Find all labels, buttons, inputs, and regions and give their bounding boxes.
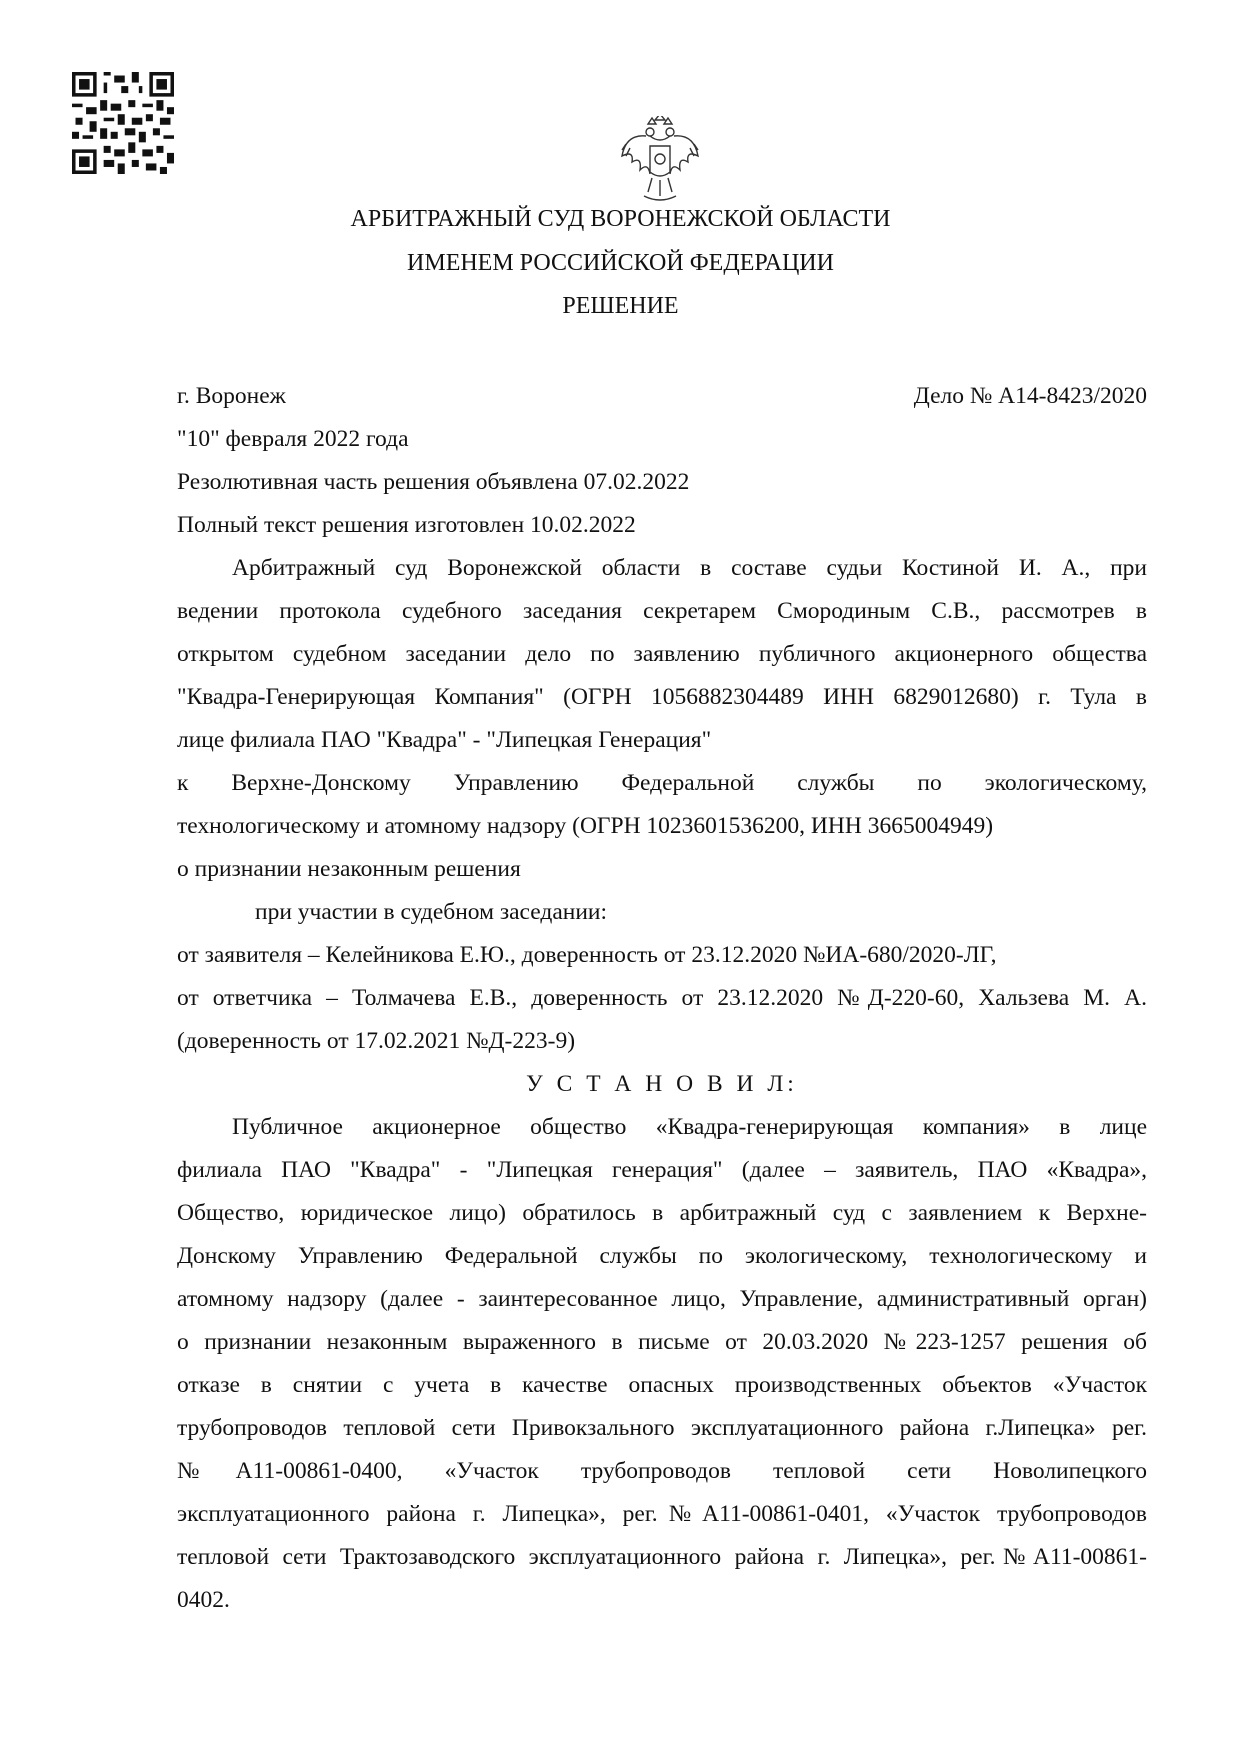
qr-code-icon: [72, 72, 174, 174]
document-type: РЕШЕНИЕ: [562, 293, 679, 319]
from-respondent-line: от ответчика – Толмачева Е.В., доверенность от 23.12.2020 №Д-220-60, Хальзева М. А.: [177, 985, 1147, 1011]
from-respondent-line: (доверенность от 17.02.2021 №Д-223-9): [177, 1028, 576, 1054]
main-line: трубопроводов тепловой сети Привокзального эксплуатационного района г.Липецка» рег.: [177, 1415, 1147, 1441]
case-number: Дело № А14-8423/2020: [913, 383, 1147, 409]
decision-date: "10" февраля 2022 года: [177, 426, 409, 452]
main-line: эксплуатационного района г. Липецка», рег.№А11-00861-0401, «Участок трубопроводов: [177, 1501, 1147, 1527]
main-line: Донскому Управлению Федеральной службы по экологическому, технологическому и: [177, 1243, 1147, 1269]
main-line: атомному надзору (далее - заинтересованное лицо, Управление, административный орган): [177, 1286, 1147, 1312]
established-heading: У С Т А Н О В И Л:: [526, 1071, 798, 1097]
participation: при участии в судебном заседании:: [255, 899, 608, 925]
main-line: №А11-00861-0400, «Участок трубопроводов тепловой сети Новолипецкого: [177, 1458, 1147, 1484]
respondent-line: технологическому и атомному надзору (ОГРН 1023601536200, ИНН 3665004949): [177, 813, 994, 839]
main-line: отказе в снятии с учета в качестве опасных производственных объектов «Участок: [177, 1372, 1147, 1398]
intro-line: "Квадра-Генерирующая Компания" (ОГРН 1056882304489 ИНН 6829012680) г. Тула в: [177, 684, 1147, 710]
city: г. Воронеж: [177, 383, 286, 409]
main-line: Общество, юридическое лицо) обратилось в арбитражный суд с заявлением к Верхне-: [177, 1200, 1147, 1226]
main-line: тепловой сети Трактозаводского эксплуатационного района г. Липецка», рег.№А11-00861-: [177, 1544, 1147, 1570]
intro-line: лице филиала ПАО "Квадра" - "Липецкая Генерация": [177, 727, 712, 753]
resolution-announced: Резолютивная часть решения объявлена 07.02.2022: [177, 469, 690, 495]
full-text-made: Полный текст решения изготовлен 10.02.2022: [177, 512, 636, 538]
intro-line: ведении протокола судебного заседания секретарем Смородиным С.В., рассмотрев в: [177, 598, 1147, 624]
main-line: филиала ПАО "Квадра" - "Липецкая генерация" (далее – заявитель, ПАО «Квадра»,: [177, 1157, 1147, 1183]
court-name: АРБИТРАЖНЫЙ СУД ВОРОНЕЖСКОЙ ОБЛАСТИ: [350, 206, 891, 232]
case-subject: о признании незаконным решения: [177, 856, 521, 882]
intro-line: Арбитражный суд Воронежской области в составе судьи Костиной И. А., при: [232, 555, 1147, 581]
main-line: о признании незаконным выраженного в письме от 20.03.2020 №223-1257 решения об: [177, 1329, 1147, 1355]
russian-coat-of-arms-icon: [620, 116, 700, 204]
in-name-of-federation: ИМЕНЕМ РОССИЙСКОЙ ФЕДЕРАЦИИ: [407, 250, 834, 276]
city-case-row: [177, 375, 1147, 418]
main-line: 0402.: [177, 1587, 230, 1613]
main-line: Публичное акционерное общество «Квадра-генерирующая компания» в лице: [232, 1114, 1147, 1140]
respondent-line: к Верхне-Донскому Управлению Федеральной службы по экологическому,: [177, 770, 1147, 796]
intro-line: открытом судебном заседании дело по заявлению публичного акционерного общества: [177, 641, 1147, 667]
decision-body: [177, 375, 1147, 1622]
from-applicant: от заявителя – Келейникова Е.Ю., доверенность от 23.12.2020 №ИА-680/2020-ЛГ,: [177, 942, 997, 968]
